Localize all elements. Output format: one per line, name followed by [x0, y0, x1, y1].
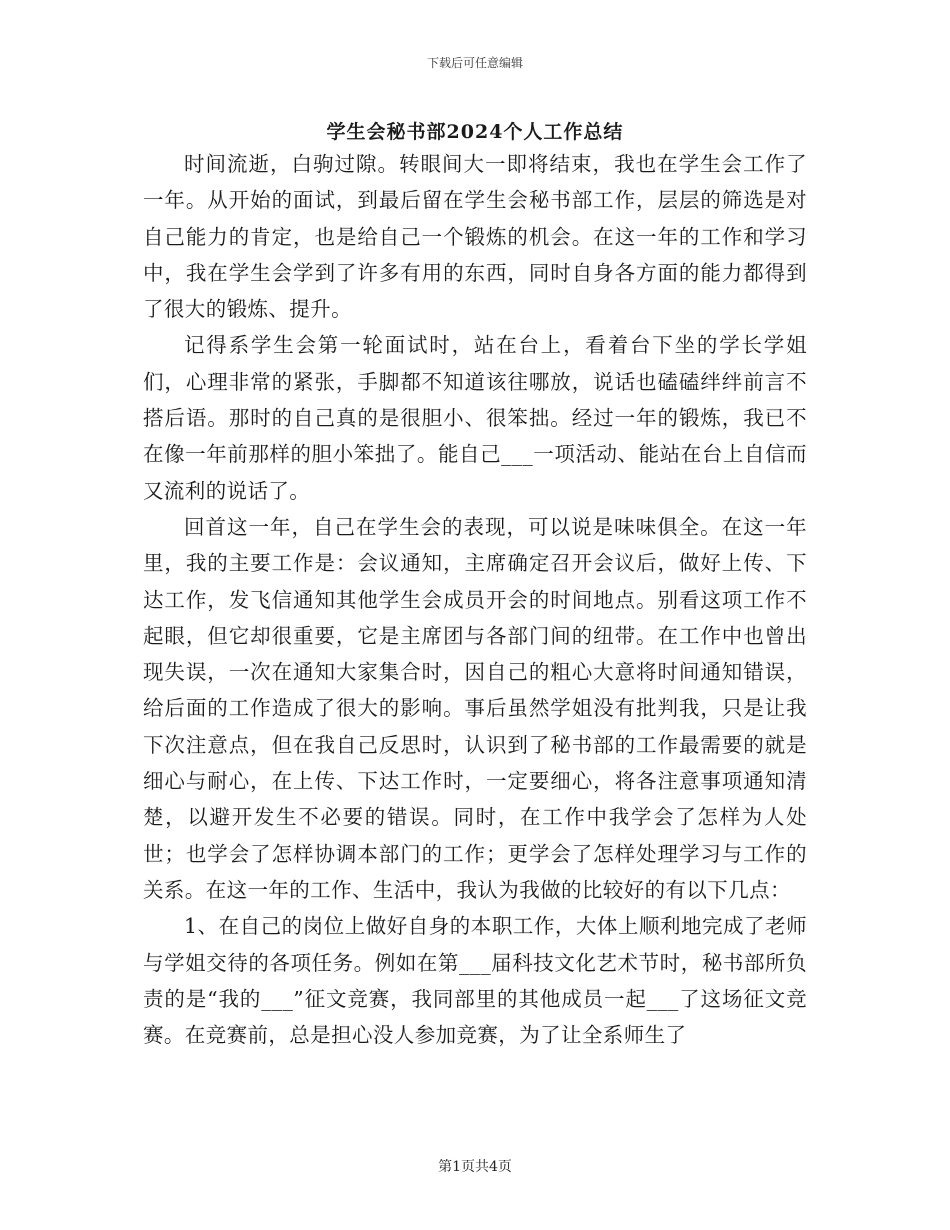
page-number: 第1页共4页	[438, 1159, 512, 1175]
paragraph-3: 回首这一年，自己在学生会的表现，可以说是味味俱全。在这一年里，我的主要工作是：会议通知，主席确定召开会议后，做好上传、下达工作，发飞信通知其他学生会成员开会的时间地点。别看这项工作不起眼，但它却很重要，它是主席团与各部门间的纽带。在工作中也曾出现失误，一次在通知大家集合时，因自己的粗心大意将时间通知错误，给后面的工作造成了很大的影响。事后虽然学姐没有批判我，只是让我下次注意点，但在我自己反思时，认识到了秘书部的工作最需要的就是细心与耐心，在上传、下达工作时，一定要细心，将各注意事项通知清楚，以避开发生不必要的错误。同时，在工作中我学会了怎样为人处世；也学会了怎样协调本部门的工作；更学会了怎样处理学习与工作的关系。在这一年的工作、生活中，我认为我做的比较好的有以下几点：	[143, 514, 807, 902]
paragraph-1: 时间流逝，白驹过隙。转眼间大一即将结束，我也在学生会工作了一年。从开始的面试，到最后留在学生会秘书部工作，层层的筛选是对自己能力的肯定，也是给自己一个锻炼的机会。在这一年的工作和学习中，我在学生会学到了许多有用的东西，同时自身各方面的能力都得到了很大的锻炼、提升。	[143, 152, 807, 322]
document-title: 学生会秘书部2024个人工作总结	[326, 121, 624, 143]
paragraph-4: 1、在自己的岗位上做好自身的本职工作，大体上顺利地完成了老师与学姐交待的各项任务。例如在第___届科技文化艺术节时，秘书部所负责的是“我的___”征文竞赛，我同部里的其他成员一起___了这场征文竞赛。在竞赛前，总是担心没人参加竞赛，为了让全系师生了	[143, 914, 807, 1048]
paragraph-2: 记得系学生会第一轮面试时，站在台上，看着台下坐的学长学姐们，心理非常的紧张，手脚都不知道该往哪放，说话也磕磕绊绊前言不搭后语。那时的自己真的是很胆小、很笨拙。经过一年的锻炼，我已不在像一年前那样的胆小笨拙了。能自己___一项活动、能站在台上自信而又流利的说话了。	[143, 333, 807, 503]
page-header-note: 下载后可任意编辑	[426, 56, 523, 70]
document-body	[143, 146, 807, 1053]
